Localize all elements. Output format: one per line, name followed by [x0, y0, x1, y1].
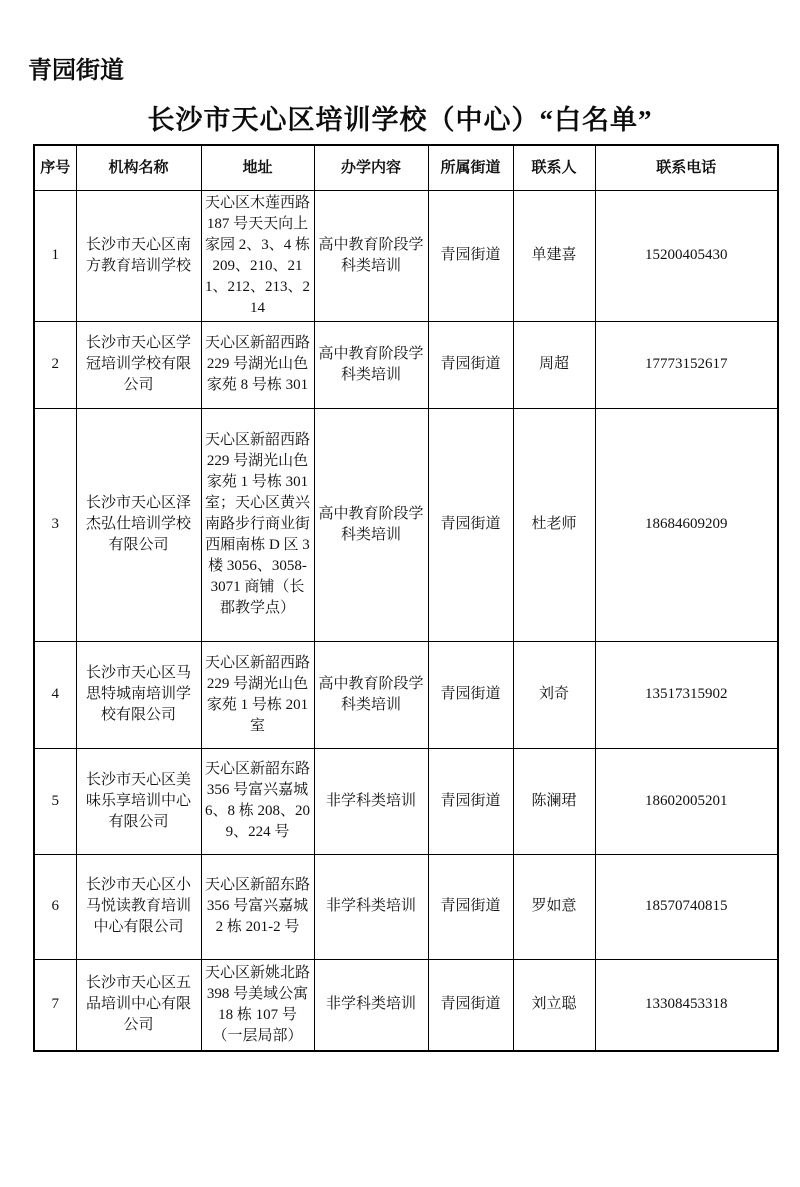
table-row: [34, 854, 778, 959]
cell-teaching-content: 高中教育阶段学科类培训: [314, 321, 428, 408]
table-title: 长沙市天心区培训学校（中心）“白名单”: [147, 105, 653, 135]
column-header-content: 办学内容: [314, 145, 428, 190]
cell-institution-name: 长沙市天心区小马悦读教育培训中心有限公司: [76, 854, 201, 959]
cell-teaching-content: 高中教育阶段学科类培训: [314, 408, 428, 641]
cell-contact-person: 罗如意: [513, 854, 595, 959]
cell-serial-number: 5: [34, 748, 76, 854]
cell-street: 青园街道: [428, 190, 513, 321]
cell-address: 天心区新韶西路 229 号湖光山色家苑 1 号栋 201 室: [201, 641, 314, 748]
cell-address: 天心区新姚北路 398 号美域公寓 18 栋 107 号（一层局部）: [201, 959, 314, 1051]
header-row: [34, 145, 778, 190]
column-header-contact: 联系人: [513, 145, 595, 190]
column-header-phone: 联系电话: [595, 145, 778, 190]
cell-street: 青园街道: [428, 641, 513, 748]
cell-address: 天心区新韶东路 356 号富兴嘉城 6、8 栋 208、209、224 号: [201, 748, 314, 854]
cell-institution-name: 长沙市天心区南方教育培训学校: [76, 190, 201, 321]
cell-contact-person: 单建喜: [513, 190, 595, 321]
table-body: [34, 190, 778, 1051]
cell-phone-number: 15200405430: [595, 190, 778, 321]
cell-institution-name: 长沙市天心区泽杰弘仕培训学校有限公司: [76, 408, 201, 641]
cell-teaching-content: 高中教育阶段学科类培训: [314, 641, 428, 748]
cell-street: 青园街道: [428, 321, 513, 408]
table-row: [34, 190, 778, 321]
cell-serial-number: 4: [34, 641, 76, 748]
cell-teaching-content: 高中教育阶段学科类培训: [314, 190, 428, 321]
cell-institution-name: 长沙市天心区美味乐享培训中心有限公司: [76, 748, 201, 854]
cell-contact-person: 周超: [513, 321, 595, 408]
document-page: [0, 56, 800, 1187]
cell-teaching-content: 非学科类培训: [314, 854, 428, 959]
cell-contact-person: 杜老师: [513, 408, 595, 641]
table-row: [34, 641, 778, 748]
cell-address: 天心区木莲西路 187 号天天向上家园 2、3、4 栋 209、210、211、212、213、214: [201, 190, 314, 321]
cell-street: 青园街道: [428, 854, 513, 959]
cell-phone-number: 17773152617: [595, 321, 778, 408]
cell-contact-person: 陈澜珺: [513, 748, 595, 854]
table-row: [34, 959, 778, 1051]
cell-phone-number: 18570740815: [595, 854, 778, 959]
cell-phone-number: 13308453318: [595, 959, 778, 1051]
column-header-street: 所属街道: [428, 145, 513, 190]
cell-street: 青园街道: [428, 408, 513, 641]
cell-phone-number: 18602005201: [595, 748, 778, 854]
cell-address: 天心区新韶东路 356 号富兴嘉城 2 栋 201-2 号: [201, 854, 314, 959]
table-row: [34, 748, 778, 854]
cell-address: 天心区新韶西路 229 号湖光山色家苑 8 号栋 301: [201, 321, 314, 408]
cell-address: 天心区新韶西路 229 号湖光山色家苑 1 号栋 301 室；天心区黄兴南路步行商业街西厢南栋 D 区 3 楼 3056、3058-3071 商铺（长郡教学点）: [201, 408, 314, 641]
cell-phone-number: 13517315902: [595, 641, 778, 748]
cell-institution-name: 长沙市天心区马思特城南培训学校有限公司: [76, 641, 201, 748]
cell-serial-number: 7: [34, 959, 76, 1051]
cell-serial-number: 1: [34, 190, 76, 321]
column-header-address: 地址: [201, 145, 314, 190]
cell-street: 青园街道: [428, 748, 513, 854]
cell-serial-number: 3: [34, 408, 76, 641]
cell-serial-number: 6: [34, 854, 76, 959]
cell-institution-name: 长沙市天心区学冠培训学校有限公司: [76, 321, 201, 408]
cell-serial-number: 2: [34, 321, 76, 408]
table-row: [34, 408, 778, 641]
cell-phone-number: 18684609209: [595, 408, 778, 641]
whitelist-table: [33, 144, 779, 1052]
section-heading: 青园街道: [28, 56, 124, 84]
cell-teaching-content: 非学科类培训: [314, 748, 428, 854]
cell-street: 青园街道: [428, 959, 513, 1051]
column-header-name: 机构名称: [76, 145, 201, 190]
table-row: [34, 321, 778, 408]
cell-contact-person: 刘立聪: [513, 959, 595, 1051]
cell-teaching-content: 非学科类培训: [314, 959, 428, 1051]
cell-contact-person: 刘奇: [513, 641, 595, 748]
cell-institution-name: 长沙市天心区五品培训中心有限公司: [76, 959, 201, 1051]
table-header: [34, 145, 778, 190]
column-header-no: 序号: [34, 145, 76, 190]
